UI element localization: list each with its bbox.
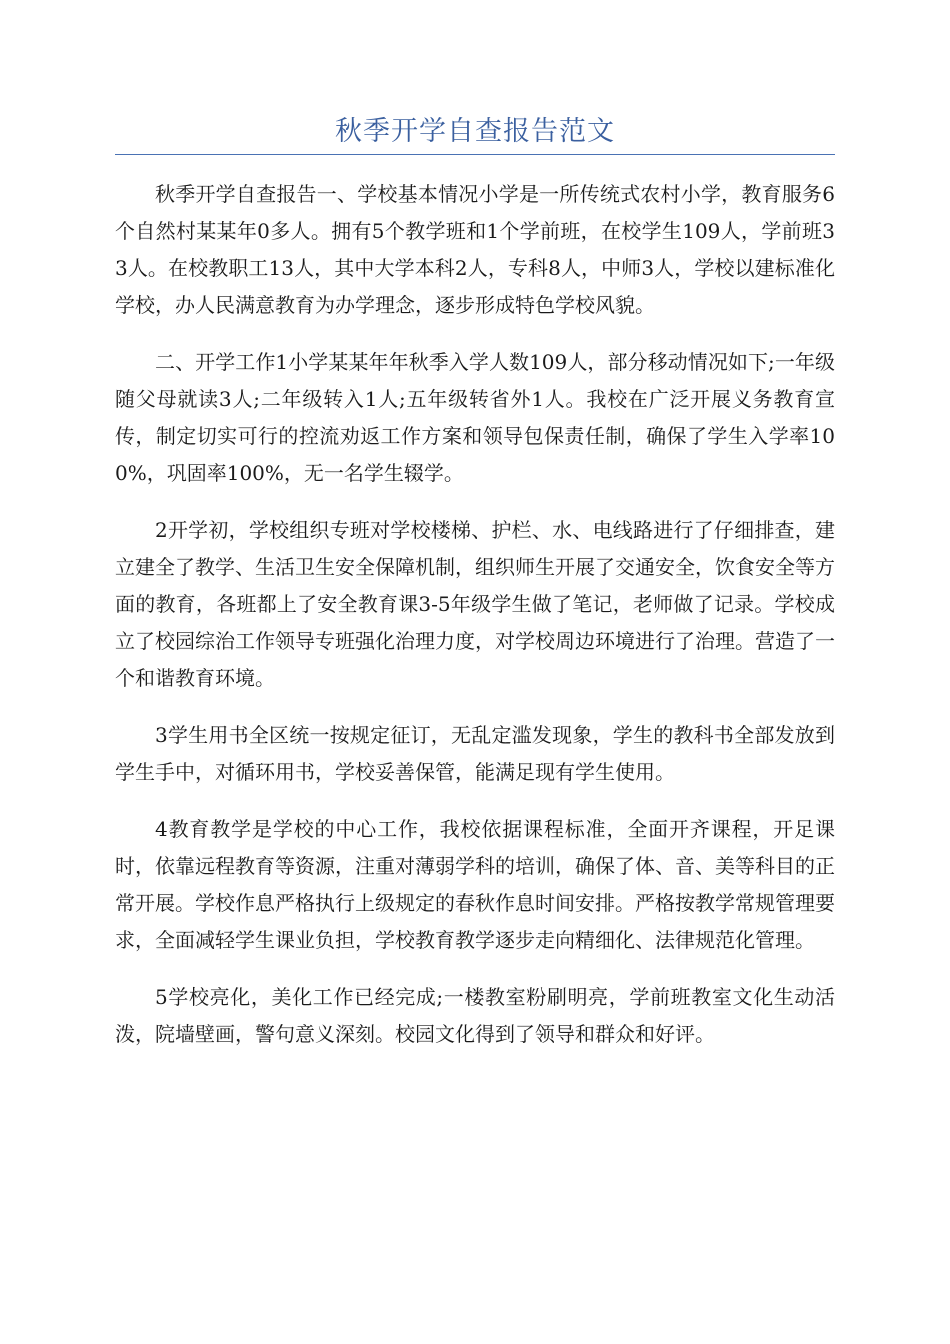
paragraph-1: 秋季开学自查报告一、学校基本情况小学是一所传统式农村小学，教育服务6个自然村某某年0多人。拥有5个教学班和1个学前班，在校学生109人，学前班33人。在校教职工13人，其中大学本科2人，专科8人，中师3人，学校以建标准化学校，办人民满意教育为办学理念，逐步形成特色学校风貌。: [115, 182, 835, 317]
paragraph-6: 5学校亮化，美化工作已经完成;一楼教室粉刷明亮，学前班教室文化生动活泼，院墙壁画，警句意义深刻。校园文化得到了领导和群众和好评。: [115, 985, 835, 1046]
paragraph-2: 二、开学工作1小学某某年年秋季入学人数109人，部分移动情况如下;一年级随父母就读3人;二年级转入1人;五年级转省外1人。我校在广泛开展义务教育宣传，制定切实可行的控流劝返工作方案和领导包保责任制，确保了学生入学率100%，巩固率100%，无一名学生辍学。: [115, 350, 835, 485]
paragraph-4: 3学生用书全区统一按规定征订，无乱定滥发现象，学生的教科书全部发放到学生手中，对循环用书，学校妥善保管，能满足现有学生使用。: [115, 723, 835, 784]
document-body: [115, 176, 835, 1073]
document-title: 秋季开学自查报告范文: [335, 116, 615, 147]
paragraph-3: 2开学初，学校组织专班对学校楼梯、护栏、水、电线路进行了仔细排查，建立建全了教学、生活卫生安全保障机制，组织师生开展了交通安全，饮食安全等方面的教育，各班都上了安全教育课3-5年级学生做了笔记，老师做了记录。学校成立了校园综治工作领导专班强化治理力度，对学校周边环境进行了治理。营造了一个和谐教育环境。: [115, 518, 835, 690]
title-underline: [115, 154, 835, 155]
paragraph-5: 4教育教学是学校的中心工作，我校依据课程标准，全面开齐课程，开足课时，依靠远程教育等资源，注重对薄弱学科的培训，确保了体、音、美等科目的正常开展。学校作息严格执行上级规定的春秋作息时间安排。严格按教学常规管理要求，全面减轻学生课业负担，学校教育教学逐步走向精细化、法律规范化管理。: [115, 817, 835, 952]
